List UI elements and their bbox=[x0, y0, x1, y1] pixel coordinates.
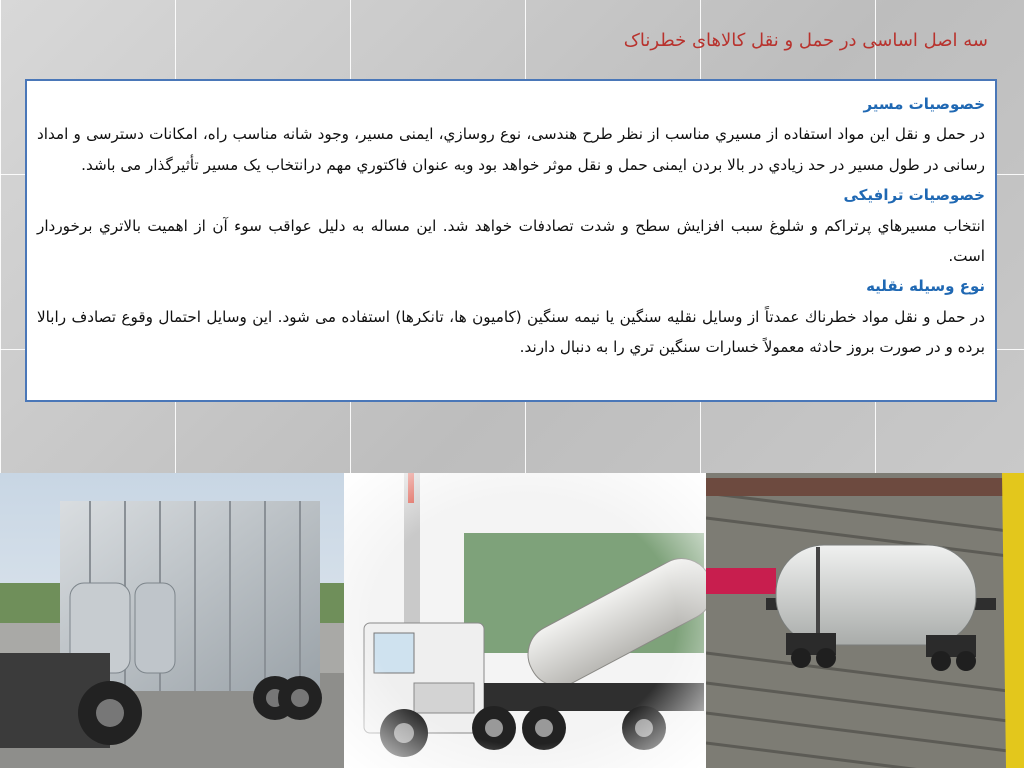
section-heading: نوع وسیله نقلیه bbox=[866, 277, 985, 296]
section-traffic bbox=[37, 180, 985, 271]
content-box bbox=[25, 79, 997, 402]
section-vehicle bbox=[37, 271, 985, 362]
section-route bbox=[37, 89, 985, 180]
section-body: انتخاب مسيرهاي پرتراکم و شلوغ سبب افزايش سطح و شدت تصادفات خواهد شد. اين مساله به دليل عواقب سوء آن از اهميت بالاتري برخوردار است. bbox=[37, 216, 985, 266]
rail-tank-car-photo bbox=[706, 473, 1024, 768]
tanker-truck-photo bbox=[344, 473, 706, 768]
photo-strip bbox=[0, 473, 1024, 768]
slide-title: سه اصل اساسی در حمل و نقل کالاهای خطرناک bbox=[623, 30, 988, 51]
section-body: در حمل و نقل مواد خطرناك عمدتاً از وسايل نقليه سنگين يا نيمه سنگين (کاميون ها، تانکرها) استفاده می شود. اين وسايل احتمال وقوع تصادف رابالا برده و در صورت بروز حادثه معمولاً خسارات سنگين تري را به دنبال دارند. bbox=[37, 307, 985, 357]
section-heading: خصوصیات ترافیکی bbox=[843, 186, 985, 205]
section-body: در حمل و نقل اين مواد استفاده از مسيري مناسب از نظر طرح هندسی، نوع روسازي، ايمنی مسير، وجود شانه مناسب راه، امکانات دسترسی و امداد رسانی در طول مسير در حد زيادي در بالا بردن ايمنی حمل و نقل موثر خواهد بود وبه عنوان فاکتوري مهم درانتخاب یک مسير تأثيرگذار می باشد. bbox=[37, 125, 985, 174]
box-truck-photo bbox=[0, 473, 344, 768]
section-heading: خصوصیات مسیر bbox=[863, 95, 985, 113]
